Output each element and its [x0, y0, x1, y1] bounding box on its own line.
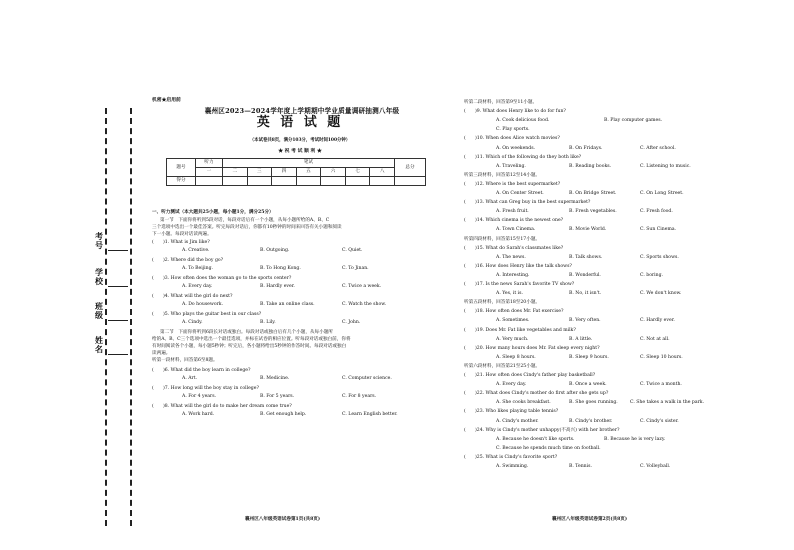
option-a[interactable]: A. Art. — [182, 376, 198, 381]
question-stem: ( )19. Does Mr. Fat like vegetables and milk? — [464, 327, 576, 333]
question-2: ( )2. Where did the boy go? — [152, 258, 224, 263]
option-c[interactable]: C. Sleep 10 hours. — [640, 354, 683, 360]
option-a[interactable]: A. Sometimes. — [496, 318, 530, 324]
option-b[interactable]: B. Sleep 9 hours. — [569, 354, 609, 360]
option-a[interactable]: A. For 4 years. — [182, 394, 217, 399]
option-c[interactable]: C. boring. — [640, 272, 664, 278]
exam-note: （本试卷共8页，满分103分，考试时间100分钟） — [249, 138, 351, 143]
option-c[interactable]: C. Volleyball. — [640, 464, 671, 469]
score-table-col: 四 — [272, 168, 297, 177]
score-cell[interactable] — [296, 177, 321, 186]
option-a[interactable]: A. Town Cinema. — [496, 227, 536, 233]
option-c[interactable]: C. Twice a month. — [640, 382, 682, 388]
score-table-header-listening: 听力 — [196, 159, 223, 168]
option-a[interactable]: A. Cook delicious food. — [496, 118, 550, 124]
binding-field-exam-number: 考号 — [95, 231, 103, 250]
material-heading: 听第四段材料，回答第15至17小题。 — [464, 236, 541, 242]
option-a[interactable]: A. Every day. — [182, 284, 213, 289]
binding-input-line[interactable] — [108, 354, 128, 355]
score-table-col: 六 — [321, 168, 346, 177]
question-6: ( )6. What did the boy learn in college? — [152, 368, 251, 373]
option-a[interactable]: A. Yes, it is. — [496, 291, 523, 297]
part-two-instruction: 读两遍。 — [152, 351, 171, 356]
score-table-col: 五 — [296, 168, 321, 177]
question-stem: ( )18. How often does Mr. Fat exercise? — [464, 309, 564, 315]
exam-title: 襄州区2023—2024学年度上学期期中学业质量调研抽测八年级 — [204, 107, 400, 115]
score-table-col: 三 — [247, 168, 272, 177]
option-a[interactable]: A. On weekends. — [496, 145, 536, 151]
binding-cut-line-inner — [130, 108, 132, 526]
score-table-col: 八 — [370, 168, 395, 177]
option-a[interactable]: A. Do housework. — [182, 302, 224, 307]
option-c[interactable]: C. Computer science. — [342, 376, 392, 381]
question-stem: ( )22. What does Cindy's mother do first after she gets up? — [464, 391, 609, 397]
question-stem: ( )14. Which cinema is the newest one? — [464, 218, 564, 224]
option-b[interactable]: B. Reading books. — [569, 163, 612, 169]
question-1: ( )1. What is Jim like? — [152, 240, 210, 245]
option-a[interactable]: A. Sleep 8 hours. — [496, 354, 536, 360]
binding-field-name: 姓名 — [95, 335, 103, 354]
question-stem: ( )20. How many hours does Mr. Fat sleep every night? — [464, 345, 600, 351]
material-heading: 听第六段材料，回答第21至25小题。 — [464, 363, 541, 369]
option-b[interactable]: B. Lily. — [260, 320, 276, 325]
option-a[interactable]: A. Traveling. — [496, 163, 526, 169]
option-c[interactable]: C. She takes a walk in the park. — [630, 400, 705, 406]
part-one-instruction: 第一节 下面你将听到5段对话，每段对话后有一个小题，从每小题所给的A、B、C — [160, 218, 330, 223]
option-a[interactable]: A. Very much. — [496, 336, 529, 342]
material-heading: 听第三段材料，回答第12至14小题。 — [464, 172, 541, 178]
question-stem: ( )11. Which of the following do they both like? — [464, 154, 582, 160]
option-a[interactable]: A. Because he doesn't like sports. — [496, 436, 575, 442]
score-table-header-total: 总分 — [395, 159, 426, 177]
page-one — [152, 98, 448, 518]
binding-cut-line — [105, 108, 107, 526]
option-b[interactable]: B. A little. — [569, 336, 593, 342]
material-heading: 听第五段材料，回答第18至20小题。 — [464, 300, 541, 306]
page-two — [464, 98, 705, 518]
option-a[interactable]: C. Because he spends much time on football. — [496, 445, 601, 451]
binding-field-class: 班级 — [95, 301, 103, 320]
part-two-instruction: 有时间阅读各个小题，每小题5秒钟；听完后，各小题将给出5秒钟的作答时间。每段对话或独白 — [152, 344, 347, 349]
section-one-title: 一、听力测试（本大题共25小题，每小题1分，满分25分） — [152, 210, 274, 215]
question-stem: ( )12. Where is the best supermarket? — [464, 181, 561, 187]
score-cell[interactable] — [370, 177, 395, 186]
option-c[interactable]: C. For 8 years. — [342, 394, 377, 399]
option-b[interactable]: B. Because he is very lazy. — [604, 436, 666, 442]
option-a[interactable]: A. The news. — [496, 254, 526, 260]
question-stem: ( )15. What do Sarah's classmates like? — [464, 245, 564, 251]
option-a[interactable]: A. Creative. — [182, 248, 210, 253]
option-c[interactable]: C. Learn English better. — [342, 412, 398, 417]
question-5: ( )5. Who plays the guitar best in our class? — [152, 312, 262, 317]
option-c[interactable]: C. Quiet. — [342, 248, 363, 253]
score-table-header-written: 笔试 — [223, 159, 395, 168]
option-b[interactable]: B. Medicine. — [260, 376, 290, 381]
part-two-instruction: 第二节 下面你将听到6段长对话或独白。每段对话或独白后有几个小题，从每小题所 — [160, 330, 333, 335]
option-c[interactable]: C. Hardly ever. — [640, 318, 675, 324]
option-c[interactable]: C. On Long Street. — [640, 191, 684, 196]
option-b[interactable]: B. Play computer games. — [604, 118, 663, 124]
question-7: ( )7. How long will the boy stay in college? — [152, 386, 259, 391]
option-b[interactable]: B. No, it isn't. — [569, 291, 602, 297]
good-luck-line: ★ 祝 考 试 顺 利 ★ — [278, 148, 322, 154]
binding-input-line[interactable] — [108, 250, 128, 251]
option-b[interactable]: B. On Bridge Street. — [569, 191, 617, 196]
option-b[interactable]: B. Fresh vegetables. — [569, 209, 617, 215]
option-a[interactable]: A. On Center Street. — [496, 191, 544, 196]
score-cell[interactable] — [395, 177, 426, 186]
option-b[interactable]: B. Get enough help. — [260, 412, 307, 417]
option-b[interactable]: B. Movie World. — [569, 227, 607, 233]
option-a[interactable]: A. Every day. — [496, 382, 527, 388]
question-stem: ( )23. Who likes playing table tennis? — [464, 409, 559, 415]
option-b[interactable]: B. Once a week. — [569, 382, 607, 388]
option-c[interactable]: C. Not at all. — [640, 336, 670, 342]
option-c[interactable]: C. To Jinan. — [342, 266, 369, 271]
option-c[interactable]: C. Fresh food. — [640, 209, 673, 215]
option-b[interactable]: B. Very often. — [569, 318, 601, 324]
option-b[interactable]: B. For 5 years. — [260, 394, 295, 399]
page-two-footer: 襄州区八年级英语试卷第2页(共8页) — [552, 517, 628, 522]
option-c[interactable]: C. Twice a week. — [342, 284, 382, 289]
option-b[interactable]: B. To Hong Kong. — [260, 266, 301, 271]
option-c[interactable]: C. We don't know. — [640, 291, 682, 297]
part-one-instruction: 下一小题。每段对话读两遍。 — [152, 232, 212, 237]
option-c[interactable]: C. John. — [342, 320, 361, 325]
option-c[interactable]: C. Sun Cinema. — [640, 227, 677, 233]
binding-input-line[interactable] — [108, 320, 128, 321]
option-b[interactable]: B. Take an online class. — [260, 302, 315, 307]
question-stem: ( )24. Why is Cindy's mother unhappy(不高兴) with her brother? — [464, 427, 620, 433]
material-heading: 听第一段材料，回答第6至8题。 — [152, 358, 218, 363]
option-b[interactable]: B. Outgoing. — [260, 248, 290, 253]
option-a[interactable]: A. To Beijing. — [182, 266, 213, 271]
question-stem: ( )17. Is the news Sarah's favorite TV show? — [464, 282, 575, 287]
question-stem: ( )25. What is Cindy's favorite sport? — [464, 454, 558, 460]
option-a[interactable]: A. Work hard. — [182, 412, 215, 417]
score-table-col: 七 — [345, 168, 370, 177]
question-3: ( )3. How often does the woman go to the sports center? — [152, 276, 292, 281]
question-stem: ( )16. How does Henry like the talk shows? — [464, 263, 572, 269]
option-b[interactable]: B. Cindy's brother. — [569, 418, 613, 424]
score-cell[interactable] — [223, 177, 248, 186]
option-a[interactable]: A. Swimming. — [496, 464, 529, 469]
binding-input-line[interactable] — [108, 286, 128, 287]
subject-title: 英 语 试 题 — [256, 115, 344, 130]
option-b[interactable]: B. On Fridays. — [569, 145, 603, 151]
option-b[interactable]: B. Talk shows. — [569, 254, 603, 260]
option-c[interactable]: C. After school. — [640, 145, 676, 151]
score-table-header-number: 题号 — [167, 159, 196, 177]
score-table-col: 一 — [196, 168, 223, 177]
option-c[interactable]: C. Cindy's sister. — [640, 418, 679, 424]
binding-field-school: 学校 — [95, 267, 103, 286]
question-stem: ( )13. What can Greg buy in the best supermarket? — [464, 200, 591, 206]
question-stem: ( )21. How often does Cindy's father play basketball? — [464, 373, 596, 378]
option-a[interactable]: A. Cindy's mother. — [496, 418, 539, 424]
option-a[interactable]: C. Play sports. — [496, 127, 530, 133]
material-heading: 听第二段材料，回答第9至11小题。 — [464, 100, 538, 105]
question-stem: ( )9. What does Henry like to do for fun? — [464, 109, 566, 115]
option-a[interactable]: A. She cooks breakfast. — [496, 400, 551, 406]
question-8: ( )8. What will the girl do to make her dream come true? — [152, 404, 292, 409]
score-cell[interactable] — [272, 177, 297, 186]
confidential-mark: 机密★启用前 — [152, 97, 181, 103]
option-a[interactable]: A. Cindy. — [182, 320, 203, 325]
score-cell[interactable] — [345, 177, 370, 186]
score-table-row-label: 得分 — [167, 177, 196, 186]
option-a[interactable]: A. Interesting. — [496, 272, 530, 278]
score-table — [166, 158, 426, 186]
option-a[interactable]: A. Fresh fruit. — [496, 209, 529, 215]
option-b[interactable]: B. Tennis. — [569, 464, 592, 469]
option-c[interactable]: C. Watch the show. — [342, 302, 387, 307]
option-b[interactable]: B. Hardly ever. — [260, 284, 295, 289]
part-two-instruction: 给的A、B、C三个选项中选出一个最佳选项，并标在试卷的相应位置。听每段对话或独白前，你将 — [152, 337, 351, 342]
score-table-col: 二 — [223, 168, 248, 177]
score-cell[interactable] — [321, 177, 346, 186]
option-c[interactable]: C. Listening to music. — [640, 163, 691, 169]
part-one-instruction: 三个选项中选出一个最佳答案。听完每段对话后，你都有10秒钟的时间来回答有关小题和阅读 — [152, 225, 342, 230]
option-c[interactable]: C. Sports shows. — [640, 254, 679, 260]
page-one-footer: 襄州区八年级英语试卷第1页(共8页) — [245, 517, 321, 522]
option-b[interactable]: B. Wonderful. — [569, 272, 601, 278]
question-stem: ( )10. When does Alice watch movies? — [464, 136, 560, 142]
score-cell[interactable] — [196, 177, 223, 186]
question-4: ( )4. What will the girl do next? — [152, 294, 233, 299]
option-b[interactable]: B. She goes running. — [569, 400, 618, 406]
score-cell[interactable] — [247, 177, 272, 186]
